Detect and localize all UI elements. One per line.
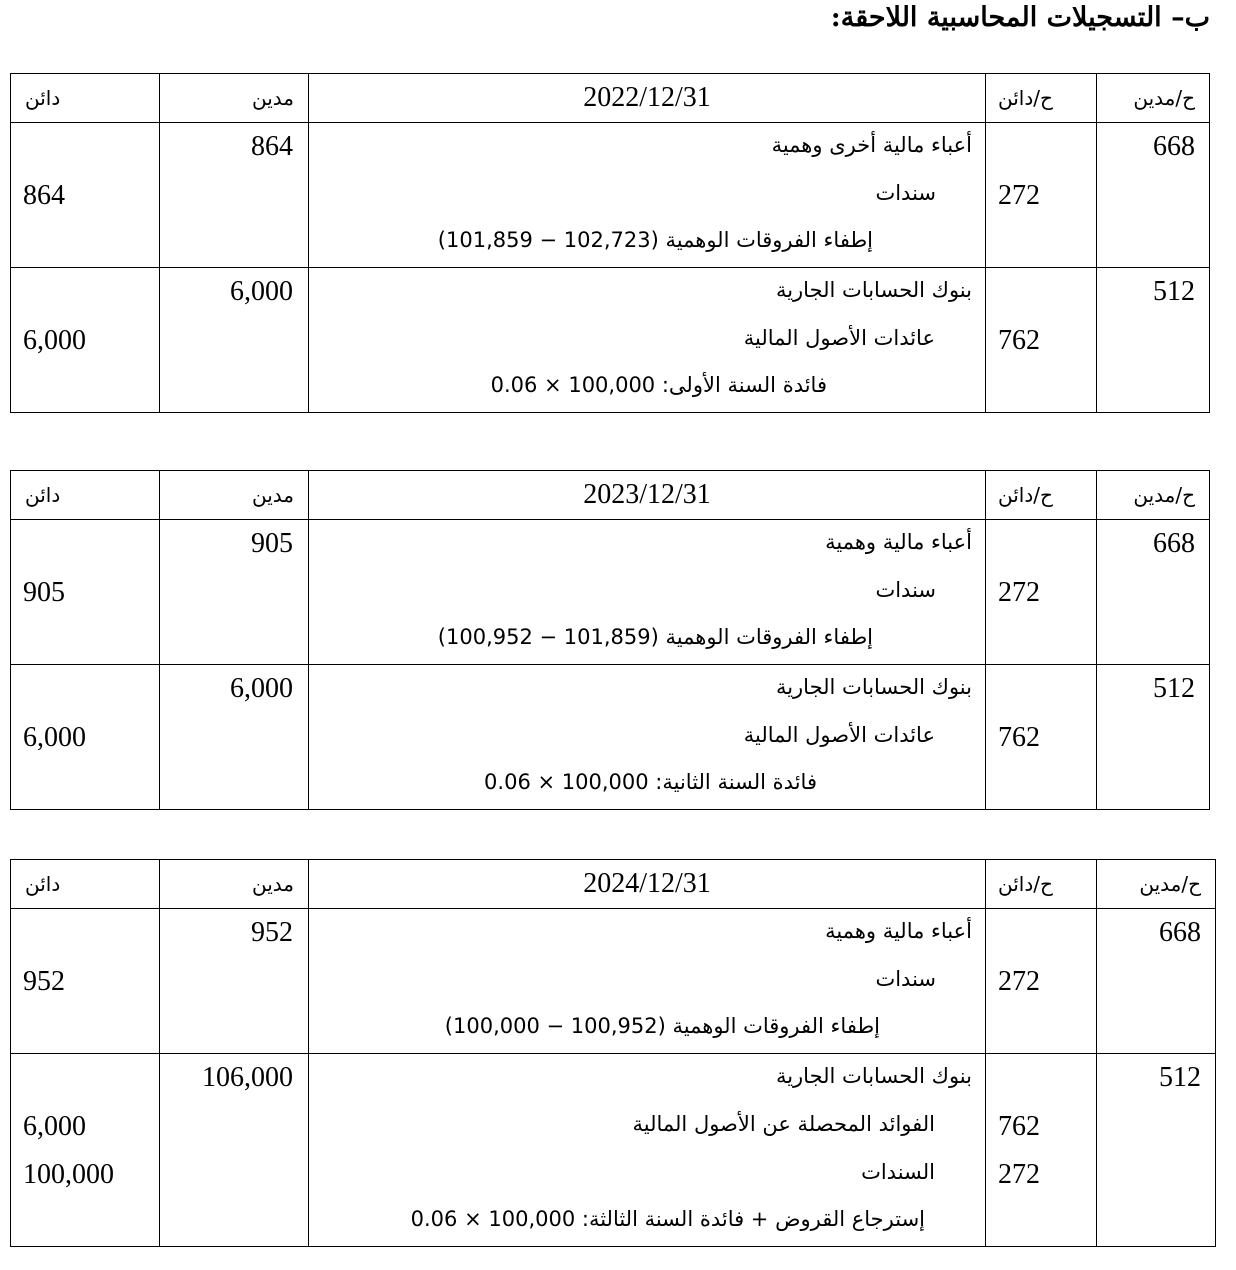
col-header-credit-account: ح/دائن <box>998 483 1053 507</box>
debit-amount: 106,000 <box>202 1062 293 1093</box>
credit-account-number: 762 <box>998 722 1040 753</box>
debit-account-label: بنوك الحسابات الجارية <box>775 1064 972 1088</box>
credit-amount: 6,000 <box>23 1111 86 1142</box>
debit-account-number: 668 <box>1159 917 1201 948</box>
col-header-debit: مدين <box>251 483 294 507</box>
credit-amount: 6,000 <box>23 722 86 753</box>
entry-explanation: إطفاء الفروقات الوهمية (100,952 − 100,000) <box>444 1014 880 1038</box>
entry-date: 2022/12/31 <box>583 82 711 113</box>
credit-amount: 6,000 <box>23 325 86 356</box>
credit-amount: 905 <box>23 577 65 608</box>
debit-amount: 905 <box>251 528 293 559</box>
col-header-credit-account: ح/دائن <box>998 872 1053 896</box>
col-header-debit-account: ح/مدين <box>1133 86 1195 110</box>
credit-account-label: السندات <box>861 1160 935 1184</box>
col-header-credit: دائن <box>25 86 61 110</box>
credit-account-label: عائدات الأصول المالية <box>743 326 935 350</box>
credit-amount: 952 <box>23 966 65 997</box>
col-header-debit: مدين <box>251 86 294 110</box>
col-header-credit: دائن <box>25 483 61 507</box>
credit-account-number: 762 <box>998 1111 1040 1142</box>
entry-date: 2023/12/31 <box>583 479 711 510</box>
credit-account-label: سندات <box>875 578 936 602</box>
credit-account-label: الفوائد المحصلة عن الأصول المالية <box>632 1112 935 1136</box>
debit-account-number: 512 <box>1159 1062 1201 1093</box>
credit-account-number: 762 <box>998 325 1040 356</box>
journal-entry-2024 <box>10 859 1216 1247</box>
credit-account-label: سندات <box>875 967 936 991</box>
credit-account-label: سندات <box>875 181 936 205</box>
debit-account-label: أعباء مالية أخرى وهمية <box>771 133 972 157</box>
col-header-debit-account: ح/مدين <box>1133 483 1195 507</box>
credit-amount: 100,000 <box>23 1159 114 1190</box>
col-header-debit: مدين <box>251 872 294 896</box>
entry-explanation: إسترجاع القروض + فائدة السنة الثالثة: 100,000 × 0.06 <box>410 1207 925 1231</box>
debit-account-label: أعباء مالية وهمية <box>825 919 972 943</box>
debit-account-number: 512 <box>1153 673 1195 704</box>
debit-account-label: بنوك الحسابات الجارية <box>775 675 972 699</box>
credit-account-number: 272 <box>998 577 1040 608</box>
credit-amount: 864 <box>23 180 65 211</box>
journal-entry-2023 <box>10 470 1210 810</box>
entry-date: 2024/12/31 <box>583 868 711 899</box>
col-header-credit: دائن <box>25 872 61 896</box>
col-header-credit-account: ح/دائن <box>998 86 1053 110</box>
debit-account-number: 512 <box>1153 276 1195 307</box>
debit-amount: 864 <box>251 131 293 162</box>
entry-explanation: فائدة السنة الأولى: 100,000 × 0.06 <box>490 373 827 397</box>
debit-account-label: أعباء مالية وهمية <box>825 530 972 554</box>
debit-amount: 6,000 <box>230 673 293 704</box>
entry-explanation: إطفاء الفروقات الوهمية (102,723 − 101,859) <box>437 228 873 252</box>
credit-account-number: 272 <box>998 966 1040 997</box>
page-heading: ب– التسجيلات المحاسبية اللاحقة: <box>830 2 1210 33</box>
entry-explanation: فائدة السنة الثانية: 100,000 × 0.06 <box>484 770 817 794</box>
debit-account-number: 668 <box>1153 131 1195 162</box>
journal-entry-2022 <box>10 73 1210 413</box>
credit-account-label: عائدات الأصول المالية <box>743 723 935 747</box>
debit-account-label: بنوك الحسابات الجارية <box>775 278 972 302</box>
credit-account-number: 272 <box>998 1159 1040 1190</box>
col-header-debit-account: ح/مدين <box>1139 872 1201 896</box>
debit-amount: 952 <box>251 917 293 948</box>
entry-explanation: إطفاء الفروقات الوهمية (101,859 − 100,952) <box>437 625 873 649</box>
debit-account-number: 668 <box>1153 528 1195 559</box>
credit-account-number: 272 <box>998 180 1040 211</box>
debit-amount: 6,000 <box>230 276 293 307</box>
